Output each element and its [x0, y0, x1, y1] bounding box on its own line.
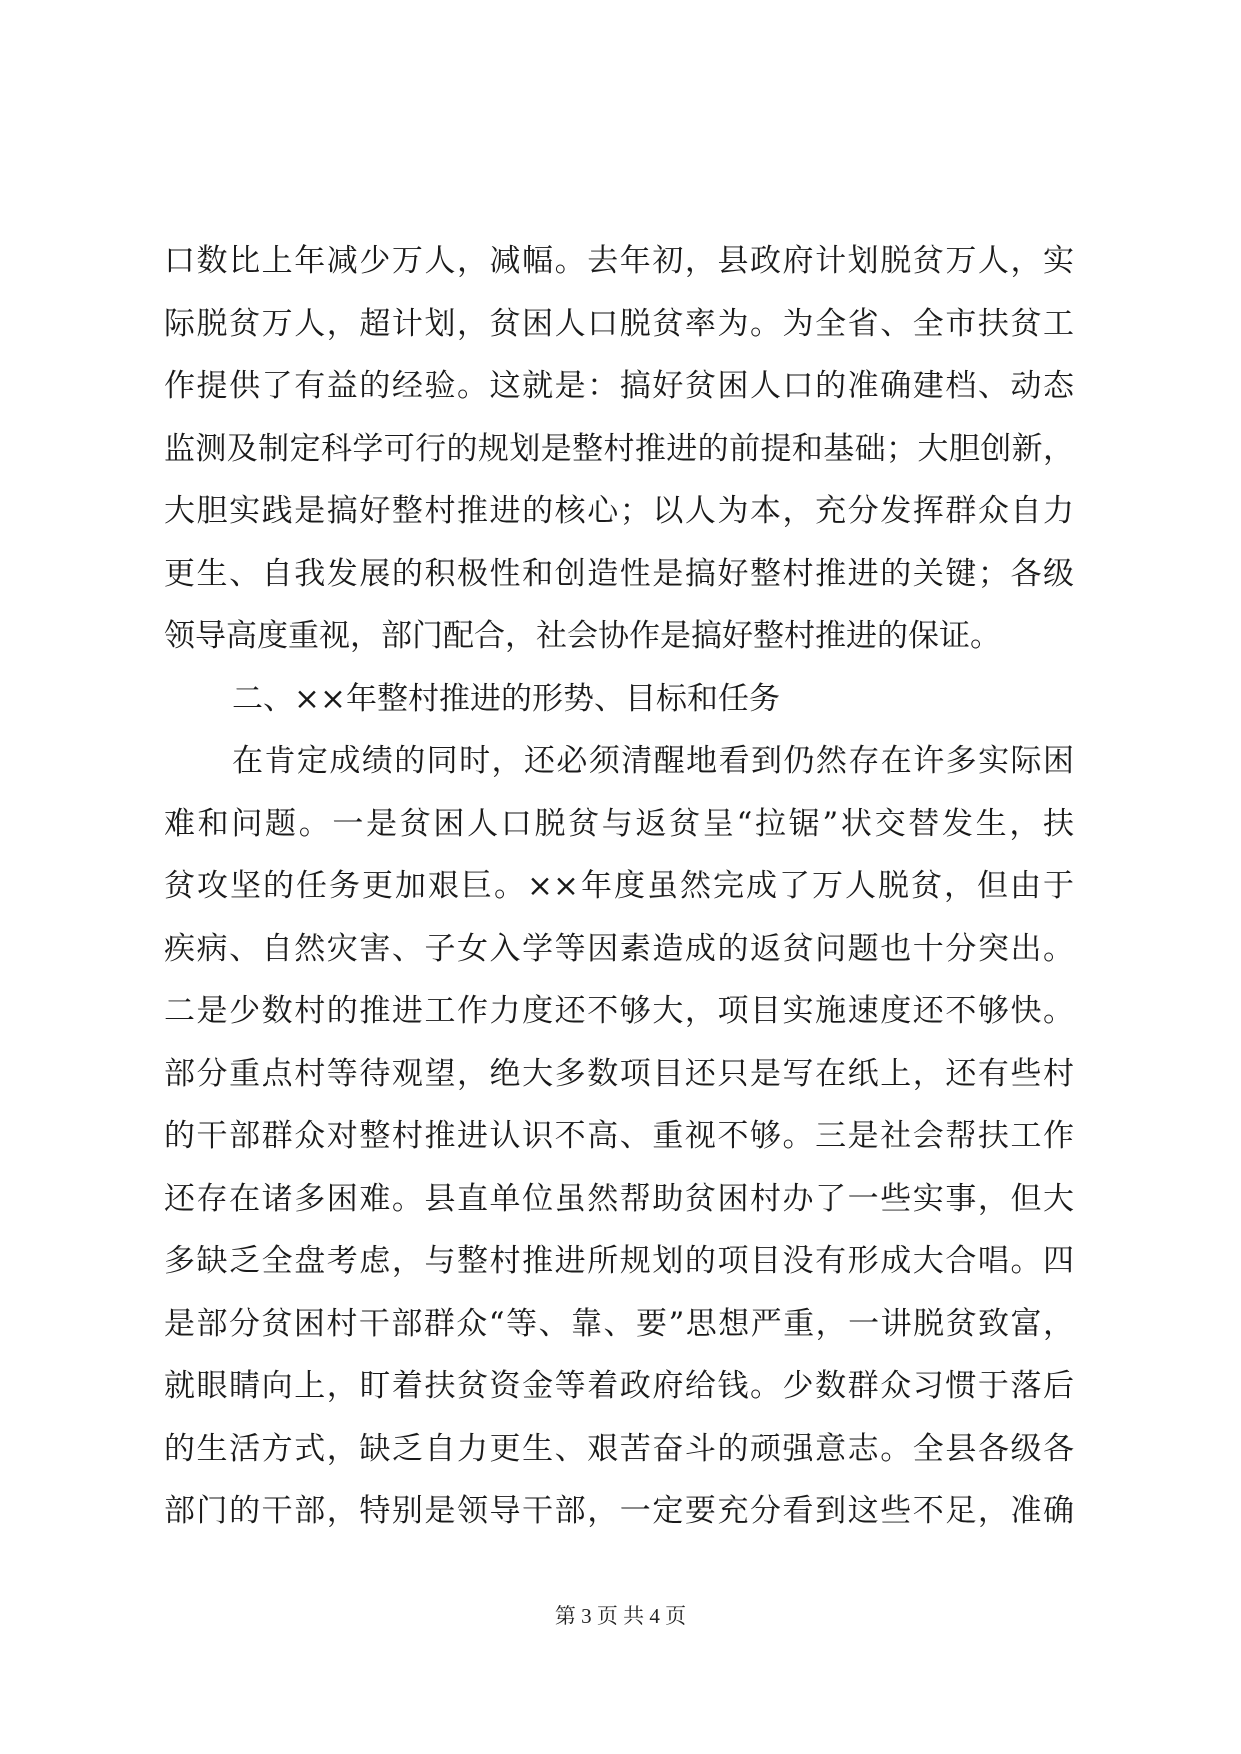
- paragraph-line: 的生活方式，缺乏自力更生、艰苦奋斗的顽强意志。全县各级各: [164, 1430, 1074, 1467]
- paragraph-line: 多缺乏全盘考虑，与整村推进所规划的项目没有形成大合唱。四: [164, 1243, 1074, 1279]
- paragraph-line: 二是少数村的推进工作力度还不够大，项目实施速度还不够快。: [164, 993, 1074, 1029]
- paragraph-line: 口数比上年减少万人，减幅。去年初，县政府计划脱贫万人，实: [164, 243, 1074, 279]
- paragraph-line: 监测及制定科学可行的规划是整村推进的前提和基础；大胆创新，: [164, 430, 1074, 467]
- page-number-footer: 第 3 页 共 4 页: [554, 1604, 687, 1628]
- paragraph-line: 部分重点村等待观望，绝大多数项目还只是写在纸上，还有些村: [164, 1055, 1074, 1092]
- paragraph-line: 就眼睛向上，盯着扶贫资金等着政府给钱。少数群众习惯于落后: [164, 1368, 1074, 1404]
- paragraph-line: 疾病、自然灾害、子女入学等因素造成的返贫问题也十分突出。: [164, 930, 1074, 967]
- paragraph-line: 是部分贫困村干部群众“等、靠、要”思想严重，一讲脱贫致富，: [164, 1305, 1074, 1342]
- paragraph-line: 在肯定成绩的同时，还必须清醒地看到仍然存在许多实际困: [232, 743, 1074, 779]
- paragraph-line: 部门的干部，特别是领导干部，一定要充分看到这些不足，准确: [164, 1493, 1074, 1529]
- paragraph-line: 难和问题。一是贫困人口脱贫与返贫呈“拉锯”状交替发生，扶: [164, 805, 1074, 842]
- paragraph-line: 的干部群众对整村推进认识不高、重视不够。三是社会帮扶工作: [164, 1118, 1074, 1154]
- paragraph-line: 贫攻坚的任务更加艰巨。××年度虽然完成了万人脱贫，但由于: [164, 868, 1074, 904]
- body-text: [164, 230, 1074, 1543]
- paragraph-line: 际脱贫万人，超计划，贫困人口脱贫率为。为全省、全市扶贫工: [164, 305, 1074, 342]
- paragraph-line: 作提供了有益的经验。这就是：搞好贫困人口的准确建档、动态: [164, 368, 1074, 404]
- section-heading: 二、××年整村推进的形势、目标和任务: [232, 680, 780, 717]
- paragraph-line: 领导高度重视，部门配合，社会协作是搞好整村推进的保证。: [164, 618, 1001, 654]
- paragraph-line: 还存在诸多困难。县直单位虽然帮助贫困村办了一些实事，但大: [164, 1180, 1074, 1217]
- paragraph-line: 大胆实践是搞好整村推进的核心；以人为本，充分发挥群众自力: [164, 493, 1074, 529]
- paragraph-line: 更生、自我发展的积极性和创造性是搞好整村推进的关键；各级: [164, 555, 1074, 592]
